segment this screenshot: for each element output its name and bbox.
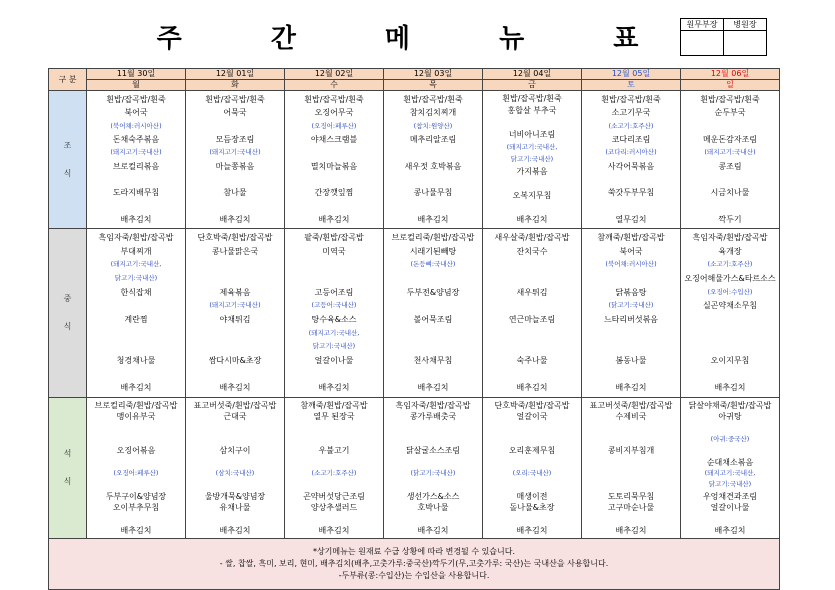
menu-item: 잔치국수 <box>516 246 548 256</box>
menu-item: 사각어묵볶음 <box>607 161 655 171</box>
origin-note: (돼지고기:국내산, <box>308 328 360 337</box>
menu-item: 순대채소볶음 <box>706 457 754 467</box>
menu-item: 배추김치 <box>417 214 449 224</box>
menu-cell <box>483 398 582 539</box>
header-day-of-week: 화 <box>186 80 285 91</box>
menu-item: 흑임자죽/흰밥/잡곡밥 <box>395 401 471 410</box>
header-date: 12월 01일 <box>186 69 285 80</box>
menu-item: 봄동나물 <box>615 356 647 365</box>
menu-item: 시래기된빼탕 <box>409 246 457 256</box>
menu-item: 홍합살 부추국 <box>507 106 557 116</box>
menu-item: 브로컬리죽/흰밥/잡곡밥 <box>94 401 178 410</box>
menu-cell <box>384 229 483 398</box>
menu-item: 배추김치 <box>516 214 548 224</box>
menu-item: 흰밥/잡곡밥/흰죽 <box>403 95 463 104</box>
footer-notes <box>49 539 780 590</box>
menu-cell <box>582 398 681 539</box>
menu-item: 흰밥/잡곡밥/흰죽 <box>700 95 760 104</box>
origin-note: (돼지고기:국내산) <box>209 301 261 310</box>
menu-item: 메운돈감자조림 <box>702 134 758 144</box>
menu-item: 닭살야채죽/흰밥/잡곡밥 <box>688 401 772 410</box>
origin-note: (소고기:호주산) <box>608 121 654 130</box>
menu-cell <box>87 398 186 539</box>
menu-item: 양상추샐러드 <box>310 503 358 512</box>
menu-item: 콩나물맑은국 <box>211 246 259 256</box>
origin-note: (고등어:국내산) <box>311 301 357 310</box>
menu-item: 느타리버섯볶음 <box>603 315 659 324</box>
menu-cell <box>87 229 186 398</box>
menu-item: 순두부국 <box>714 108 746 118</box>
menu-item: 표고버섯죽/흰밥/잡곡밥 <box>589 401 673 410</box>
meal-row-breakfast <box>49 91 780 229</box>
origin-note: (돼지고기:국내산) <box>704 148 756 157</box>
origin-note: (북어채:러시아산) <box>110 121 162 130</box>
menu-item: 배추김치 <box>516 383 548 393</box>
menu-item: 도토리묵무침 <box>607 491 655 501</box>
origin-note: (삼치:국내산) <box>215 469 255 477</box>
menu-item: 흰밥/잡곡밥/흰죽 <box>106 95 166 104</box>
meal-row-lunch <box>49 229 780 398</box>
menu-item: 참치김치찌개 <box>409 108 457 118</box>
header-date: 12월 05일 <box>582 69 681 80</box>
menu-item: 열무김치 <box>615 214 647 224</box>
menu-item: 야채스크램블 <box>310 134 358 144</box>
weekly-menu-table <box>48 68 780 590</box>
origin-note: (돼지고기:국내산, <box>110 260 162 269</box>
menu-cell <box>384 91 483 229</box>
menu-item: 모듬장조림 <box>215 134 255 144</box>
menu-item: 어묵국 <box>223 108 247 118</box>
menu-item: 쑥갓두부무침 <box>607 188 655 198</box>
origin-note: (돼지고기:국내산, <box>704 469 756 477</box>
menu-item: 배추김치 <box>120 383 152 393</box>
menu-item: 야채튀김 <box>219 315 251 324</box>
menu-item: 열무 된장국 <box>313 412 355 422</box>
menu-cell <box>483 91 582 229</box>
menu-item: 닭볶음탕 <box>615 287 647 297</box>
menu-item: 연근마늘조림 <box>508 315 556 324</box>
header-date: 12월 03일 <box>384 69 483 80</box>
meal-row-dinner <box>49 398 780 539</box>
menu-item: 너비아니조림 <box>508 130 556 140</box>
origin-note: (참치:원양산) <box>413 121 453 130</box>
menu-item: 코다리조림 <box>611 134 651 144</box>
menu-item: 매생이전 <box>516 491 548 501</box>
header-gubun: 구 분 <box>49 69 87 91</box>
footer-notes-row <box>49 539 780 590</box>
menu-item: 배추김치 <box>120 214 152 224</box>
menu-item: 두부전&양념장 <box>406 287 460 297</box>
menu-item: 깍두기 <box>718 214 742 224</box>
menu-item: 우엉채견과조림 <box>702 491 758 501</box>
menu-item: 북어국 <box>619 246 643 256</box>
menu-item: 삼치구이 <box>219 446 251 456</box>
header-date-row <box>49 69 780 80</box>
menu-cell <box>483 229 582 398</box>
header-day-of-week: 목 <box>384 80 483 91</box>
menu-item: 우불고기 <box>318 446 350 456</box>
menu-item: 생선가스&소스 <box>406 491 460 501</box>
menu-item: 배추김치 <box>120 525 152 535</box>
menu-cell <box>681 91 780 229</box>
menu-item: 오복지무침 <box>512 190 552 200</box>
menu-item: 울방개묵&양념장 <box>204 491 266 501</box>
menu-item: 미역국 <box>322 246 346 256</box>
menu-item: 새우살죽/흰밥/잡곡밥 <box>494 233 570 242</box>
menu-item: 흰밥/잡곡밥/흰죽 <box>205 95 265 104</box>
menu-item: 배추김치 <box>516 525 548 535</box>
header-date: 12월 04일 <box>483 69 582 80</box>
menu-item: 쌈다시마&초장 <box>208 356 262 365</box>
menu-item: 배추김치 <box>219 214 251 224</box>
menu-item: 단호박죽/흰밥/잡곡밥 <box>197 233 273 242</box>
approval-label-1: 원무부장 <box>681 19 724 31</box>
origin-note: (소고기:호주산) <box>311 469 357 477</box>
menu-item: 숙주나물 <box>516 356 548 365</box>
origin-note: (돼지고기:국내산, <box>506 143 558 152</box>
menu-item: 한식잡채 <box>120 287 152 297</box>
menu-item: 아귀탕 <box>718 412 742 422</box>
menu-item: 콩나물무침 <box>413 188 453 198</box>
menu-item: 팥죽/흰밥/잡곡밥 <box>304 233 364 242</box>
menu-item: 맹이유부국 <box>116 412 156 422</box>
menu-item: 청경채나물 <box>116 356 156 365</box>
menu-item: 배추김치 <box>219 383 251 393</box>
menu-item: 계란찜 <box>124 315 148 324</box>
footer-note-2: - 쌀, 찹쌀, 흑미, 보리, 현미, 배추김치(배추,고춧가루:중국산)깍두기(무,고춧가루: 국산)는 국내산을 사용합니다. <box>219 559 609 568</box>
origin-note: (아귀:중국산) <box>710 435 750 443</box>
menu-item: 수제비국 <box>615 412 647 422</box>
origin-note: 닭고기:국내산) <box>114 274 158 282</box>
menu-item: 호박나물 <box>417 503 449 512</box>
menu-item: 참깨죽/흰밥/잡곡밥 <box>597 233 665 242</box>
menu-item: 근대국 <box>223 412 247 422</box>
menu-item: 마늘쫑볶음 <box>215 161 255 171</box>
menu-item: 북어국 <box>124 108 148 118</box>
origin-note: (오징어:페루산) <box>113 469 159 477</box>
header-day-row <box>49 80 780 91</box>
menu-cell <box>681 398 780 539</box>
menu-cell <box>87 91 186 229</box>
menu-cell <box>285 398 384 539</box>
menu-item: 배추김치 <box>219 525 251 535</box>
header-day-of-week: 수 <box>285 80 384 91</box>
menu-item: 고구마순나물 <box>607 503 655 512</box>
menu-item: 유채나물 <box>219 503 251 512</box>
approval-sign-1 <box>681 31 724 56</box>
menu-cell <box>186 91 285 229</box>
meal-label-breakfast: 조 식 <box>49 91 87 229</box>
origin-note: (오리:국내산) <box>512 469 552 477</box>
menu-item: 배추김치 <box>417 525 449 535</box>
menu-item: 부대찌개 <box>120 246 152 256</box>
menu-item: 브로컬리볶음 <box>112 161 160 171</box>
menu-item: 흰밥/잡곡밥/흰죽 <box>304 95 364 104</box>
origin-note: (닭고기:국내산) <box>410 469 456 477</box>
menu-item: 흑임자죽/흰밥/잡곡밥 <box>692 233 768 242</box>
footer-note-1: *상기메뉴는 원재료 수급 상황에 따라 변경될 수 있습니다. <box>312 547 516 556</box>
footer-note-3: -두부류(콩:수입산)는 수입산을 사용합니다. <box>338 571 490 580</box>
origin-note: (오징어:페루산) <box>311 121 357 130</box>
approval-box <box>680 18 767 56</box>
header-date: 11월 30일 <box>87 69 186 80</box>
header-day-of-week: 월 <box>87 80 186 91</box>
origin-note: (소고기:호주산) <box>707 260 753 269</box>
origin-note: (코다리:러시아산) <box>605 148 657 157</box>
menu-item: 브로컬리죽/흰밥/잡곡밥 <box>391 233 475 242</box>
menu-item: 참나물 <box>223 188 247 198</box>
header-day-of-week: 토 <box>582 80 681 91</box>
menu-item: 육개장 <box>718 246 742 256</box>
origin-note: 닭고기:국내산) <box>312 342 356 351</box>
menu-item: 참깨죽/흰밥/잡곡밥 <box>300 401 368 410</box>
meal-label-lunch: 중 식 <box>49 229 87 398</box>
menu-item: 오리훈제무침 <box>508 446 556 456</box>
header-date: 12월 06일 <box>681 69 780 80</box>
menu-item: 두부구이&양념장 <box>105 491 167 501</box>
menu-item: 새우튀김 <box>516 287 548 297</box>
menu-item: 흑임자죽/흰밥/잡곡밥 <box>98 233 174 242</box>
menu-item: 배추김치 <box>615 383 647 393</box>
menu-item: 배추김치 <box>615 525 647 535</box>
menu-item: 시금치나물 <box>710 188 750 198</box>
menu-item: 도라지배무침 <box>112 188 160 198</box>
menu-item: 제육볶음 <box>219 287 251 297</box>
menu-item: 콩가루배춧국 <box>409 412 457 422</box>
menu-item: 간장깻잎찜 <box>314 188 354 198</box>
menu-item: 오징어해물가스&타르소스 <box>684 274 776 283</box>
menu-cell <box>285 229 384 398</box>
approval-sign-2 <box>724 31 767 56</box>
menu-item: 얼갈이나물 <box>710 503 750 512</box>
menu-item: 오징어무국 <box>314 108 354 118</box>
menu-cell <box>681 229 780 398</box>
meal-label-dinner: 석 식 <box>49 398 87 539</box>
menu-cell <box>186 398 285 539</box>
origin-note: (돼지고기:국내산) <box>209 148 261 157</box>
approval-label-2: 병원장 <box>724 19 767 31</box>
menu-item: 얼갈이국 <box>516 412 548 422</box>
origin-note: (돈등뼈:국내산) <box>410 260 456 269</box>
menu-item: 곤약버섯당근조림 <box>303 491 365 501</box>
menu-cell <box>186 229 285 398</box>
menu-item: 가지볶음 <box>516 166 548 176</box>
origin-note: 닭고기:국내산) <box>708 480 752 489</box>
header-day-of-week: 일 <box>681 80 780 91</box>
menu-item: 오이부추무침 <box>112 503 160 512</box>
menu-item: 닭살굴소스조림 <box>405 446 461 456</box>
menu-item: 단호박죽/흰밥/잡곡밥 <box>494 401 570 410</box>
menu-item: 콩비지부침개 <box>607 446 655 456</box>
menu-item: 흰밥/잡곡밥/흰죽 <box>502 94 562 103</box>
menu-item: 볼어묵조림 <box>413 315 453 324</box>
menu-item: 돌나물&초장 <box>509 503 555 512</box>
menu-item: 탕수육&소스 <box>311 315 357 324</box>
menu-item: 새우젓 호박볶음 <box>404 161 462 171</box>
menu-cell <box>582 91 681 229</box>
origin-note: (오징어:수입산) <box>707 287 753 296</box>
menu-item: 천사채무침 <box>413 356 453 365</box>
menu-cell <box>384 398 483 539</box>
origin-note: 닭고기:국내산) <box>510 155 554 164</box>
origin-note: (돼지고기:국내산) <box>110 148 162 157</box>
page-title: 주 간 메 뉴 표 <box>156 24 679 54</box>
menu-item: 오이지무침 <box>710 356 750 365</box>
menu-item: 배추김치 <box>417 383 449 393</box>
menu-item: 돈채숙주볶음 <box>112 134 160 144</box>
menu-item: 배추김치 <box>714 383 746 393</box>
menu-item: 배추김치 <box>318 525 350 535</box>
menu-item: 오징어볶음 <box>116 446 156 456</box>
menu-cell <box>285 91 384 229</box>
header-day-of-week: 금 <box>483 80 582 91</box>
menu-cell <box>582 229 681 398</box>
menu-item: 배추김치 <box>318 214 350 224</box>
menu-item: 얼갈이나물 <box>314 356 354 365</box>
menu-item: 실곤약채소무침 <box>702 301 758 311</box>
menu-item: 고등어조림 <box>314 287 354 297</box>
menu-item: 배추김치 <box>714 525 746 535</box>
menu-item: 배추김치 <box>318 383 350 393</box>
header-date: 12월 02일 <box>285 69 384 80</box>
menu-item: 콩조림 <box>718 161 742 171</box>
menu-item: 멸치마늘볶음 <box>310 161 358 171</box>
origin-note: (닭고기:국내산) <box>608 301 654 310</box>
menu-item: 표고버섯죽/흰밥/잡곡밥 <box>193 401 277 410</box>
menu-item: 흰밥/잡곡밥/흰죽 <box>601 95 661 104</box>
origin-note: (북어채:러시아산) <box>605 260 657 269</box>
menu-item: 메추리알조림 <box>409 134 457 144</box>
menu-item: 소고기무국 <box>611 108 651 118</box>
